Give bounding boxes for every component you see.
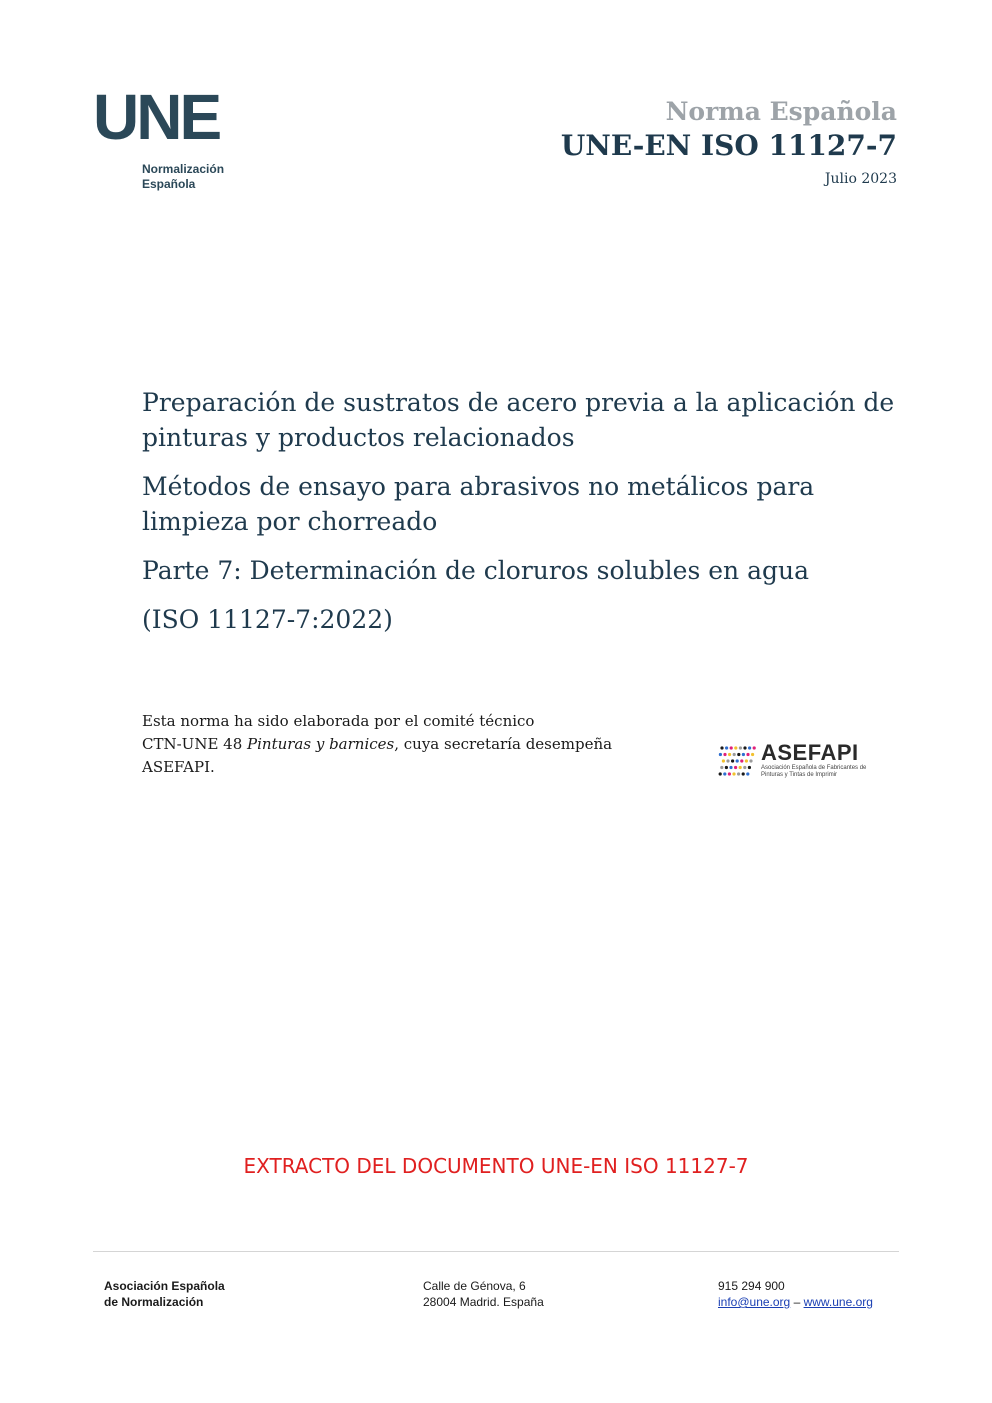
asefapi-dot	[736, 759, 739, 762]
committee-name: Pinturas y barnices	[247, 735, 395, 753]
asefapi-dot	[719, 753, 722, 756]
une-wordmark: UNE	[93, 81, 220, 153]
footer-website-link[interactable]: www.une.org	[803, 1295, 873, 1309]
footer-address-line2: 28004 Madrid. España	[423, 1295, 544, 1309]
asefapi-dot	[725, 746, 728, 749]
publication-date: Julio 2023	[824, 171, 897, 187]
title-line-3: Parte 7: Determinación de cloruros solubles en agua	[142, 556, 809, 585]
asefapi-dot	[719, 772, 722, 775]
committee-intro: Esta norma ha sido elaborada por el comité técnico	[142, 712, 535, 730]
footer-address-line1: Calle de Génova, 6	[423, 1279, 526, 1293]
asefapi-dot	[740, 759, 743, 762]
footer-address	[423, 1278, 544, 1310]
asefapi-dot	[748, 766, 751, 769]
asefapi-dot	[746, 753, 749, 756]
extract-notice: EXTRACTO DEL DOCUMENTO UNE-EN ISO 11127-7	[243, 1154, 749, 1178]
asefapi-dot	[720, 746, 723, 749]
asefapi-dot	[725, 766, 728, 769]
asefapi-dot	[739, 746, 742, 749]
asefapi-dot	[729, 766, 732, 769]
asefapi-dot	[748, 746, 751, 749]
title-line-4: (ISO 11127-7:2022)	[142, 605, 393, 634]
footer-contact	[718, 1278, 873, 1310]
asefapi-dot	[751, 753, 754, 756]
asefapi-dot	[730, 746, 733, 749]
asefapi-dots-icon	[718, 742, 760, 782]
title-line-2: Métodos de ensayo para abrasivos no metálicos para limpieza por chorreado	[142, 472, 815, 536]
asefapi-name: ASEFAPI	[761, 740, 859, 765]
committee-suffix: , cuya secretaría desempeña	[394, 735, 613, 753]
footer-organization	[104, 1278, 225, 1310]
asefapi-dot	[728, 772, 731, 775]
asefapi-dot	[732, 772, 735, 775]
asefapi-dot	[746, 772, 749, 775]
asefapi-dot	[742, 753, 745, 756]
standard-header	[561, 96, 897, 190]
asefapi-dot	[734, 766, 737, 769]
asefapi-dot	[728, 753, 731, 756]
asefapi-dot	[745, 759, 748, 762]
footer-email-link[interactable]: info@une.org	[718, 1295, 791, 1309]
asefapi-dot	[737, 753, 740, 756]
asefapi-dot	[743, 766, 746, 769]
footer-org-line1: Asociación Española	[104, 1279, 225, 1293]
committee-secretariat: ASEFAPI.	[142, 758, 215, 776]
asefapi-dot	[742, 772, 745, 775]
asefapi-dot	[723, 772, 726, 775]
asefapi-dot	[722, 759, 725, 762]
standard-code: UNE-EN ISO 11127-7	[560, 129, 897, 162]
asefapi-dot	[734, 746, 737, 749]
footer-link-separator: –	[790, 1295, 804, 1309]
title-line-1: Preparación de sustratos de acero previa a la aplicación de pinturas y productos relacionados	[142, 388, 895, 452]
committee-code: CTN-UNE 48	[142, 735, 248, 753]
asefapi-dot	[749, 759, 752, 762]
asefapi-dot	[723, 753, 726, 756]
footer-phone: 915 294 900	[718, 1279, 785, 1293]
asefapi-dot	[743, 746, 746, 749]
asefapi-description: Asociación Española de Fabricantes de Pinturas y Tintas de Imprimir	[761, 765, 867, 778]
committee-statement	[142, 710, 682, 779]
asefapi-dot	[726, 759, 729, 762]
une-logo-subtitle-line2: Española	[142, 177, 196, 191]
asefapi-dot	[737, 772, 740, 775]
asefapi-dot	[753, 746, 756, 749]
asefapi-dot	[739, 766, 742, 769]
une-logo-subtitle	[142, 162, 224, 192]
footer-links	[718, 1294, 873, 1310]
asefapi-logo	[718, 740, 868, 782]
une-logo	[93, 81, 243, 198]
une-logo-subtitle-line1: Normalización	[142, 162, 225, 176]
asefapi-dot	[720, 766, 723, 769]
footer-divider	[93, 1251, 899, 1252]
footer-org-line2: de Normalización	[104, 1295, 204, 1309]
norma-label: Norma Española	[665, 97, 897, 126]
document-title	[142, 385, 902, 651]
asefapi-dot	[733, 753, 736, 756]
asefapi-dot	[731, 759, 734, 762]
